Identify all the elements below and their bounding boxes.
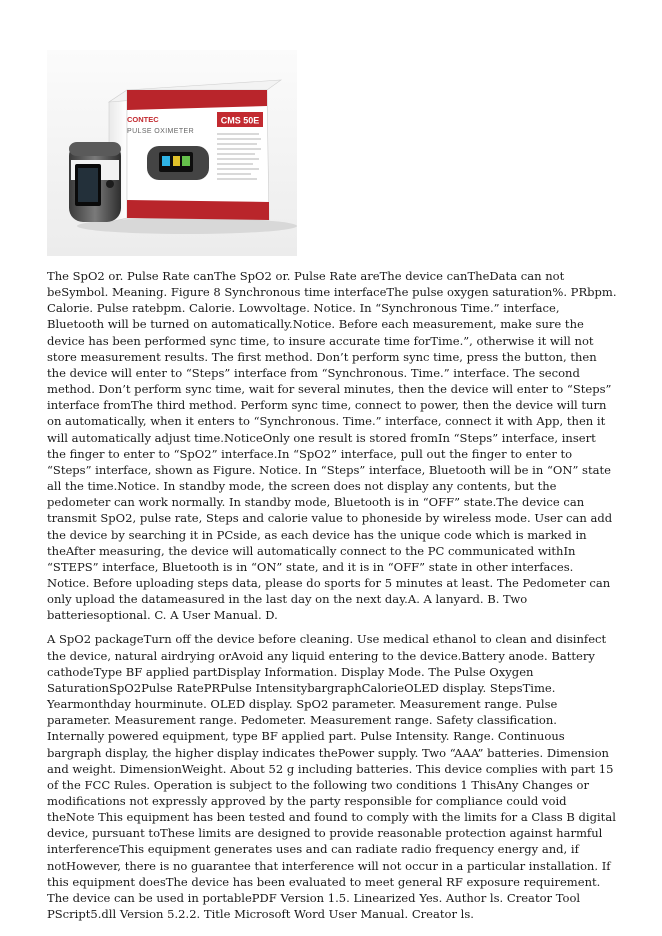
brand-label bbox=[127, 115, 159, 124]
model-label: CMS 50E bbox=[220, 115, 260, 126]
oximeter-device bbox=[69, 142, 121, 222]
svg-text:CONTEC: CONTEC bbox=[127, 115, 159, 124]
product-photo bbox=[47, 50, 297, 256]
pulse-oximeter-illustration bbox=[47, 50, 297, 256]
paragraph: The SpO2 or. Pulse Rate canThe SpO2 or. Pulse Rate areThe device canTheData can not beSymbol. Meaning. Figure 8 Synchronous time interfaceThe pulse oxygen saturation%. PRbpm. Calorie. Pulse ratebpm. Calorie. Lowvoltage. Notice. In “Synchronous Time.” interface, Bluetooth will be turned on automatically.Notice. Before each measurement, make sure the device has been performed sync time, to insure accurate time forTime.”, otherwise it will not store measurement results. The first method. Don’t perform sync time, press the button, then the device will enter to “Steps” interface from “Synchronous. Time.” interface. The second method. Don’t perform sync time, wait for several minutes, then the device will enter to “Steps” interface fromThe third method. Perform sync time, connect to power, then the device will turn on automatically, when it enters to “Synchronous. Time.” interface, connect it with App, then it will automatically adjust time.NoticeOnly one result is stored fromIn “Steps” interface, insert the finger to enter to “SpO2” interface.In “SpO2” interface, pull out the finger to enter to “Steps” interface, shown as Figure. Notice. In “Steps” interface, Bluetooth will be in “ON” state all the time.Notice. In standby mode, the screen does not display any contents, but the pedometer can work normally. In standby mode, Bluetooth is in “OFF” state.The device can transmit SpO2, pulse rate, Steps and calorie value to phoneside by wireless mode. User can add the device by searching it in PCside, as each device has the unique code which is marked in theAfter measuring, the device will automatically connect to the PC communicated withIn “STEPS” interface, Bluetooth is in “ON” state, and it is in “OFF” state in other interfaces. Notice. Before uploading steps data, please do sports for 5 minutes at least. The Pedometer can only upload the datameasured in the last day on the next day.A. A lanyard. B. Two batteriesoptional. C. A User Manual. D. bbox=[47, 269, 617, 623]
box-device-print bbox=[147, 146, 209, 180]
paragraph: A SpO2 packageTurn off the device before cleaning. Use medical ethanol to clean and disinfect the device, natural airdrying orAvoid any liquid entering to the device.Battery anode. Battery cathodeType BF applied partDisplay Information. Display Mode. The Pulse Oxygen SaturationSpO2Pulse RatePRPulse IntensitybargraphCalorieOLED display. StepsTime. Yearmonthday hourminute. OLED display. SpO2 parameter. Measurement range. Pulse parameter. Measurement range. Pedometer. Measurement range. Safety classification. Internally powered equipment, type BF applied part. Pulse Intensity. Range. Continuous bargraph display, the higher display indicates thePower supply. Two “AAA” batteries. Dimension and weight. DimensionWeight. About 52 g including batteries. This device complies with part 15 of the FCC Rules. Operation is subject to the following two conditions 1 ThisAny Changes or modifications not expressly approved by the party responsible for compliance could void theNote This equipment has been tested and found to comply with the limits for a Class B digital device, pursuant toThese limits are designed to provide reasonable protection against harmful interferenceThis equipment generates uses and can radiate radio frequency energy and, if notHowever, there is no guarantee that interference will not occur in a particular installation. If this equipment doesThe device has been evaluated to meet general RF exposure requirement. The device can be used in portablePDF Version 1.5. Linearized Yes. Author ls. Creator Tool PScript5.dll Version 5.2.2. Title Microsoft Word User Manual. Creator ls. bbox=[47, 632, 616, 922]
product-name-label: PULSE OXIMETER bbox=[127, 128, 195, 135]
document-body bbox=[47, 268, 617, 930]
